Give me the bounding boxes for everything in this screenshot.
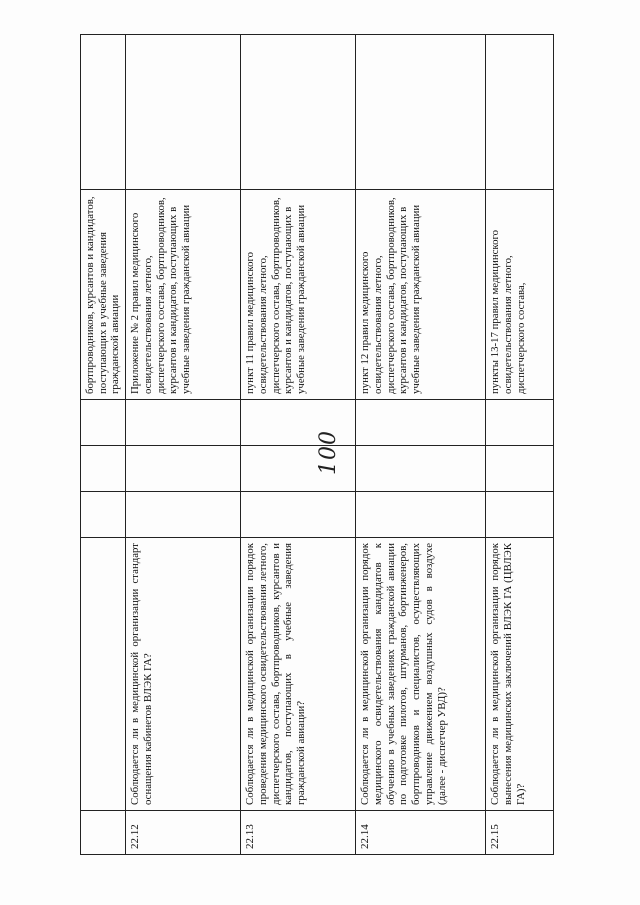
- row-number: [81, 811, 126, 855]
- answer-cell: [486, 492, 554, 538]
- note-cell: [241, 35, 356, 190]
- table-row: [241, 35, 356, 855]
- answer-cell: [356, 492, 486, 538]
- page-number: 100: [316, 430, 341, 475]
- question-cell: Соблюдается ли в медицинской организации порядок проведения медицинского освидетельствования летного, диспетчерского состава, бортпроводников, курсантов и кандидатов, поступающих в учебные заведения гражданской авиации?: [241, 538, 356, 811]
- note-cell: [356, 35, 486, 190]
- answer-cell: [81, 446, 126, 492]
- answer-cell: [81, 400, 126, 446]
- checklist-table: [80, 34, 554, 855]
- row-number: 22.12: [126, 811, 241, 855]
- answer-cell: [486, 400, 554, 446]
- answer-cell: [81, 492, 126, 538]
- answer-cell: [241, 492, 356, 538]
- table-row: [356, 35, 486, 855]
- table-row: [486, 35, 554, 855]
- table-row: [126, 35, 241, 855]
- reference-cell: пункт 11 правил медицинского освидетельствования летного, диспетчерского состава, бортпроводников, курсантов и кандидатов, поступающих в учебные заведения гражданской авиации: [241, 190, 356, 400]
- row-number: 22.13: [241, 811, 356, 855]
- row-number: 22.14: [356, 811, 486, 855]
- answer-cell: [126, 492, 241, 538]
- answer-cell: [241, 400, 356, 446]
- reference-cell: Приложение № 2 правил медицинского освидетельствования летного, диспетчерского состава, бортпроводников, курсантов и кандидатов, поступающих в учебные заведения гражданской авиации: [126, 190, 241, 400]
- answer-cell: [241, 446, 356, 492]
- question-cell: [81, 538, 126, 811]
- answer-cell: [356, 446, 486, 492]
- reference-cell: пункты 13-17 правил медицинского освидетельствования летного, диспетчерского состава,: [486, 190, 554, 400]
- reference-cell: пункт 12 правил медицинского освидетельствования летного, диспетчерского состава, бортпроводников, курсантов и кандидатов, поступающих в учебные заведения гражданской авиации: [356, 190, 486, 400]
- note-cell: [81, 35, 126, 190]
- note-cell: [126, 35, 241, 190]
- answer-cell: [126, 400, 241, 446]
- question-cell: Соблюдается ли в медицинской организации стандарт оснащения кабинетов ВЛЭК ГА?: [126, 538, 241, 811]
- question-cell: Соблюдается ли в медицинской организации порядок вынесения медицинских заключений ВЛЭК ГА (ЦВЛЭК ГА)?: [486, 538, 554, 811]
- answer-cell: [356, 400, 486, 446]
- note-cell: [486, 35, 554, 190]
- reference-cell: бортпроводников, курсантов и кандидатов, поступающих в учебные заведения гражданской авиации: [81, 190, 126, 400]
- answer-cell: [486, 446, 554, 492]
- answer-cell: [126, 446, 241, 492]
- row-number: 22.15: [486, 811, 554, 855]
- table-row: [81, 35, 126, 855]
- rotated-table-container: [80, 35, 550, 855]
- question-cell: Соблюдается ли в медицинской организации порядок медицинского освидетельствования кандидатов к обучению в учебных заведениях гражданской авиации по подготовке пилотов, штурманов, бортинженеров, бортпроводников и специалистов, осуществляющих управление движением воздушных судов в воздухе (далее - диспетчер УВД)?: [356, 538, 486, 811]
